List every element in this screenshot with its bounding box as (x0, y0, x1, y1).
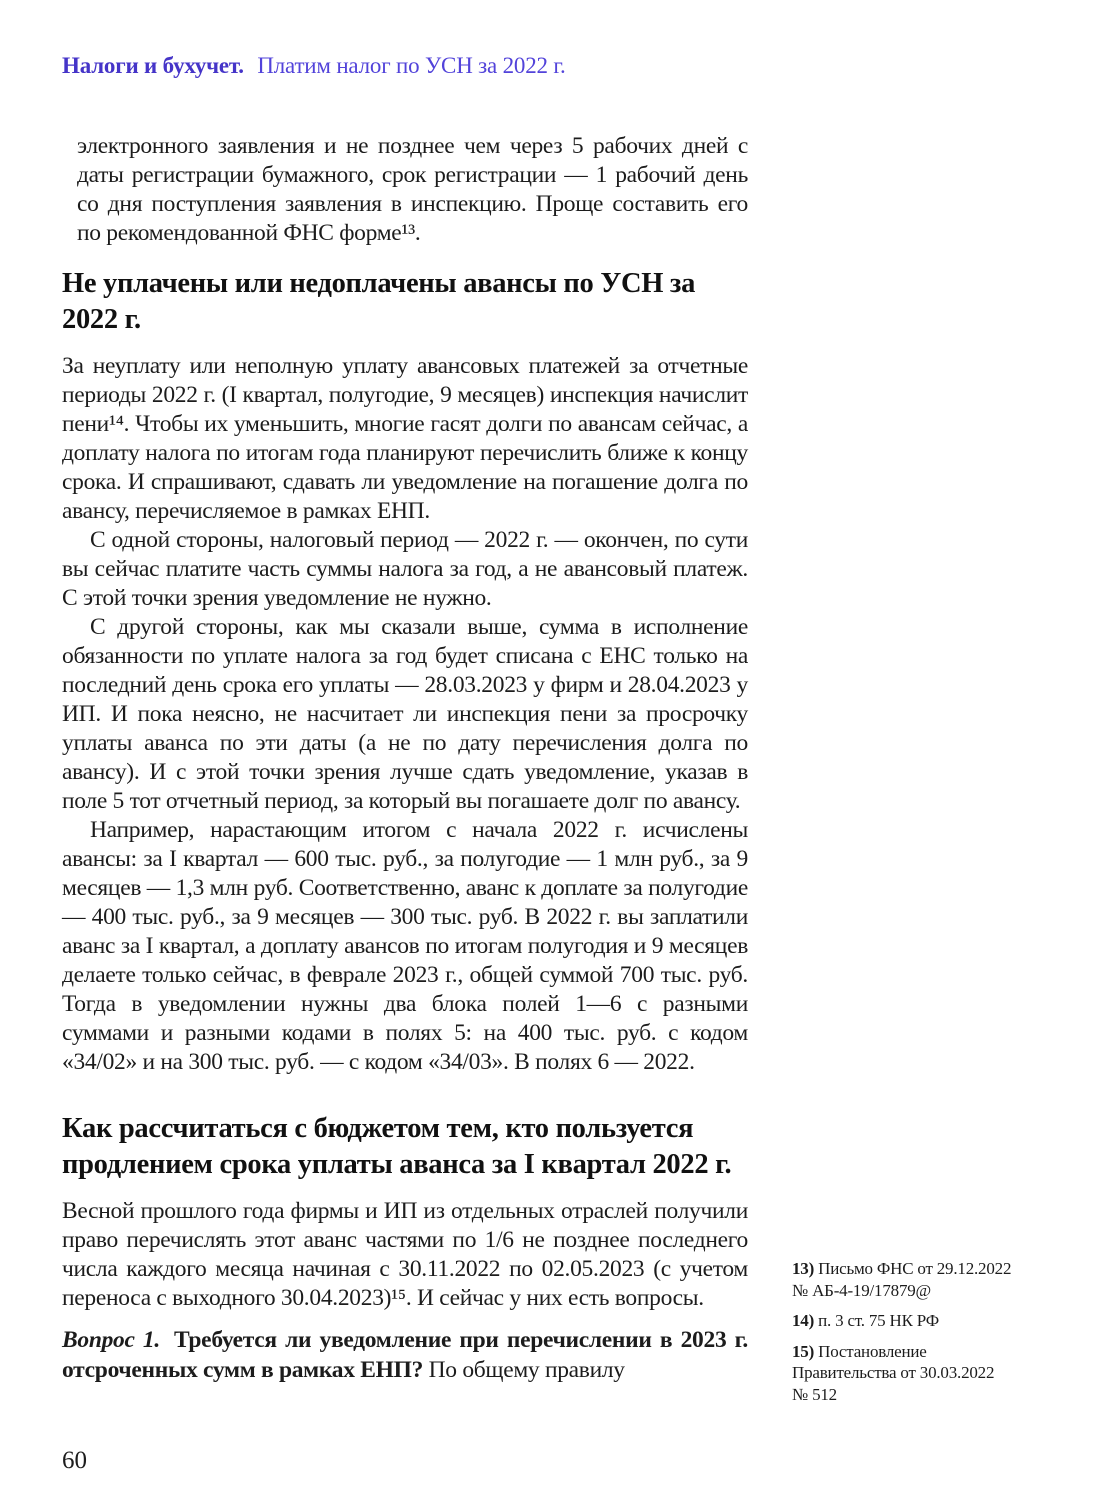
running-head-article-title: Платим налог по УСН за 2022 г. (257, 53, 566, 78)
footnote-text: Письмо ФНС от 29.12.2022 № АБ-4-19/17879@ (792, 1259, 1012, 1300)
running-head (62, 52, 566, 80)
page-number: 60 (62, 1447, 87, 1474)
footnote-text: п. 3 ст. 75 НК РФ (818, 1311, 939, 1330)
footnote-item (792, 1258, 1014, 1301)
intro-paragraph: электронного заявления и не позднее чем через 5 рабочих дней с даты регистрации бумажного, срок регистрации — 1 рабочий день со дня поступления заявления в инспекцию. Проще составить его по рекомендованной ФНС форме¹³. (77, 133, 748, 246)
footnote-number: 15) (792, 1341, 815, 1361)
question-label: Вопрос 1. (62, 1327, 160, 1353)
paragraph: За неуплату или неполную уплату авансовых платежей за отчетные периоды 2022 г. (I квартал, полугодие, 9 месяцев) инспекция начислит пени¹⁴. Чтобы их уменьшить, многие гасят долги по авансам сейчас, а доплату налога по итогам года планируют перечислить ближе к концу срока. И спрашивают, сдавать ли уведомление на погашение долга по авансу, перечисляемое в рамках ЕНП. (62, 353, 748, 524)
paragraph: Весной прошлого года фирмы и ИП из отдельных отраслей получили право перечислять этот аванс частями по 1/6 не позднее последнего числа каждого месяца начиная с 30.11.2022 по 02.05.2023 (с учетом переноса с выходного 30.04.2023)¹⁵. И сейчас у них есть вопросы. (62, 1198, 748, 1311)
footnote-item (792, 1310, 1014, 1332)
section-heading-deferred-payment: Как рассчитаться с бюджетом тем, кто пользуется продлением срока уплаты аванса за I квартал 2022 г. (62, 1113, 732, 1180)
footnotes-column (792, 1258, 1014, 1414)
section-heading-unpaid-advances: Не уплачены или недоплачены авансы по УСН за 2022 г. (62, 268, 696, 335)
footnote-number: 14) (792, 1311, 815, 1330)
question-bold-text: Требуется ли уведомление при перечислении в 2023 г. отсроченных сумм в рамках ЕНП? (62, 1327, 748, 1383)
article-body (62, 132, 748, 1385)
question-tail-text: По общему правилу (428, 1357, 625, 1383)
footnote-text: Постановление Правительства от 30.03.2022 № 512 (792, 1341, 995, 1404)
paragraph: С одной стороны, налоговый период — 2022 г. — окончен, по сути вы сейчас платите часть суммы налога за год, а не авансовый платеж. С этой точки зрения уведомление не нужно. (62, 527, 748, 611)
paragraph: Например, нарастающим итогом с начала 2022 г. исчислены авансы: за I квартал — 600 тыс. руб., за полугодие — 1 млн руб., за 9 месяцев — 1,3 млн руб. Соответственно, аванс к доплате за полугодие — 400 тыс. руб., за 9 месяцев — 300 тыс. руб. В 2022 г. вы заплатили аванс за I квартал, а доплату авансов по итогам полугодия и 9 месяцев делаете только сейчас, в феврале 2023 г., общей суммой 700 тыс. руб. Тогда в уведомлении нужны два блока полей 1—6 с разными суммами и разными кодами в полях 5: на 400 тыс. руб. с кодом «34/02» и на 300 тыс. руб. — с кодом «34/03». В полях 6 — 2022. (62, 817, 748, 1075)
running-head-section: Налоги и бухучет. (62, 53, 244, 78)
footnote-item (792, 1341, 1014, 1406)
question-paragraph (62, 1325, 748, 1385)
paragraph: С другой стороны, как мы сказали выше, сумма в исполнение обязанности по уплате налога за год будет списана с ЕНС только на последний день срока его уплаты — 28.03.2023 у фирм и 28.04.2023 у ИП. И пока неясно, не насчитает ли инспекция пени за просрочку уплаты аванса по эти даты (а не по дату перечисления долга по авансу). И с этой точки зрения лучше сдать уведомление, указав в поле 5 тот отчетный период, за который вы погашаете долг по авансу. (62, 614, 748, 814)
footnote-number: 13) (792, 1259, 815, 1278)
